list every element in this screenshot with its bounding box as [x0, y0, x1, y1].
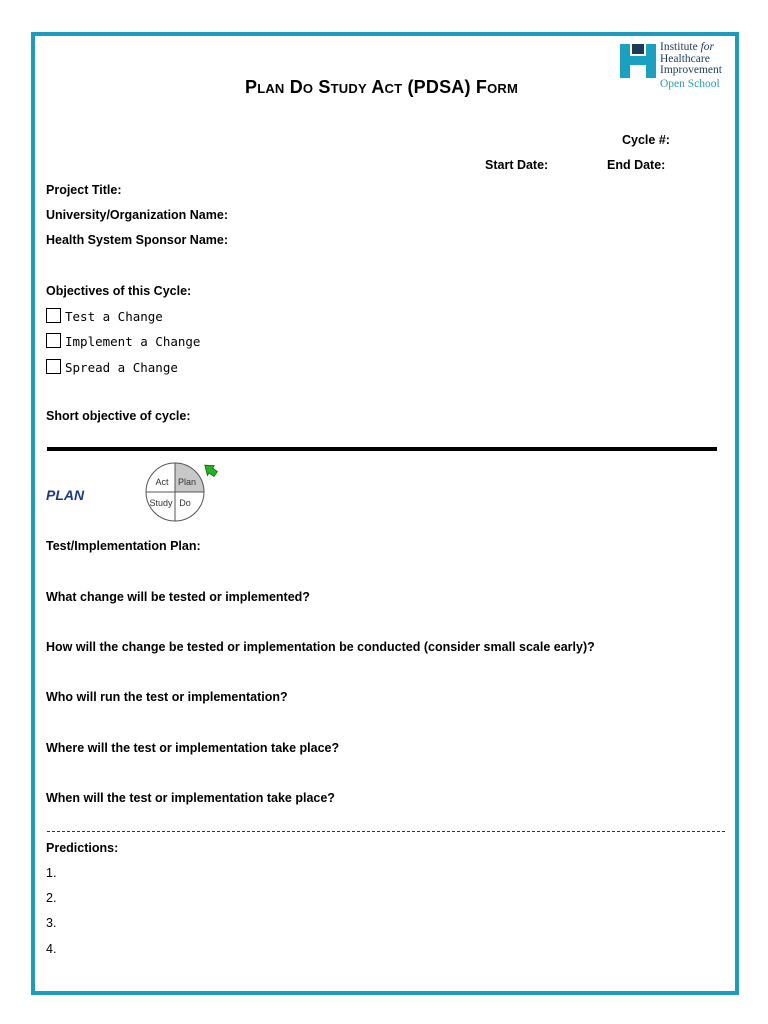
predictions-heading: Predictions:: [46, 841, 119, 855]
section-divider: [47, 447, 717, 451]
green-arrow-icon: [201, 461, 219, 479]
dashed-divider: [47, 831, 725, 832]
question-who-runs: Who will run the test or implementation?: [46, 690, 288, 704]
question-when: When will the test or implementation take place?: [46, 791, 335, 805]
logo-line-2: Healthcare: [660, 52, 710, 65]
spread-change-checkbox[interactable]: [46, 359, 61, 374]
objectives-heading: Objectives of this Cycle:: [46, 284, 192, 298]
ihi-logo: [620, 42, 732, 98]
implement-change-checkbox[interactable]: [46, 333, 61, 348]
test-plan-label: Test/Implementation Plan:: [46, 539, 201, 553]
plan-section-label: PLAN: [46, 487, 85, 503]
question-what-change: What change will be tested or implemented?: [46, 590, 310, 604]
spread-change-label: Spread a Change: [65, 360, 178, 375]
ihi-logo-mark-icon: [620, 44, 656, 78]
logo-line-3: Improvement: [660, 64, 722, 76]
logo-line-4: Open School: [660, 77, 720, 90]
form-title: Plan Do Study Act (PDSA) Form: [245, 77, 519, 97]
prediction-item: 1.: [46, 866, 57, 880]
test-change-checkbox[interactable]: [46, 308, 61, 323]
quadrant-do-label: Do: [179, 498, 191, 508]
sponsor-name-label: Health System Sponsor Name:: [46, 233, 228, 247]
question-how-tested: How will the change be tested or implementation be conducted (consider small scale early)?: [46, 640, 595, 654]
project-title-label: Project Title:: [46, 183, 122, 197]
short-objective-label: Short objective of cycle:: [46, 409, 191, 423]
logo-line-1: Institute for: [660, 41, 714, 53]
pdsa-form-frame: [31, 32, 739, 995]
implement-change-label: Implement a Change: [65, 334, 201, 349]
ihi-logo-text: [660, 42, 722, 90]
quadrant-plan-label: Plan: [177, 477, 197, 487]
quadrant-act-label: Act: [155, 477, 169, 487]
quadrant-study-label: Study: [149, 498, 173, 508]
start-date-label: Start Date:: [485, 158, 549, 172]
cycle-number-label: Cycle #:: [622, 133, 670, 147]
org-name-label: University/Organization Name:: [46, 208, 228, 222]
prediction-item: 3.: [46, 916, 57, 930]
end-date-label: End Date:: [607, 158, 666, 172]
question-where: Where will the test or implementation take place?: [46, 741, 340, 755]
prediction-item: 2.: [46, 891, 57, 905]
objective-implement-row[interactable]: [46, 333, 200, 349]
test-change-label: Test a Change: [65, 309, 163, 324]
pdsa-cycle-diagram: [141, 460, 221, 530]
objective-spread-row[interactable]: [46, 359, 178, 375]
objective-test-row[interactable]: [46, 308, 163, 324]
prediction-item: 4.: [46, 942, 57, 956]
